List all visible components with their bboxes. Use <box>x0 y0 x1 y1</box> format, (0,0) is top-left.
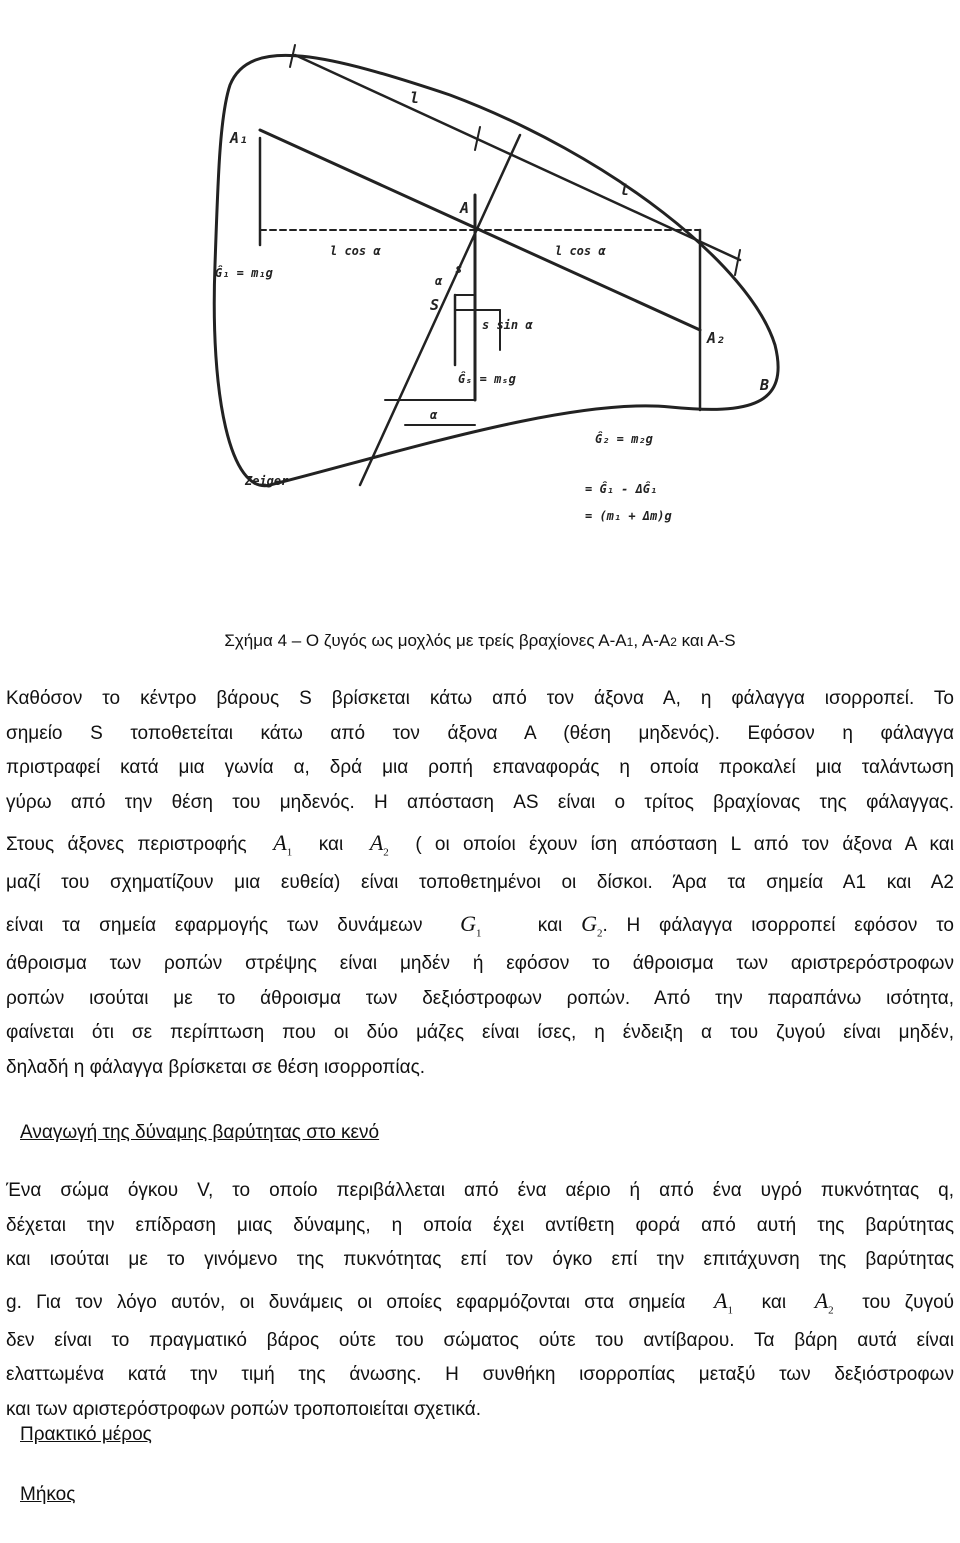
text-line: ροπών ισούται με το άθροισμα των δεξιόστροφων ροπών. Από την παραπάνω ισότητα, <box>6 987 954 1009</box>
label-ssin: s sin α <box>482 318 533 332</box>
text-line: δεν είναι το πραγματικό βάρος ούτε του σώματος ούτε του αντίβαρου. Τα βάρη αυτά είναι <box>6 1329 954 1351</box>
figure-caption: Σχήμα 4 – Ο ζυγός ως μοχλός με τρείς βραχίονες Α-Α1, Α-Α2 και Α-S <box>224 631 736 650</box>
label-s: s <box>455 262 463 276</box>
label-G1: Ĝ₁ = m₁g <box>215 266 273 280</box>
balance-beam-figure <box>190 15 830 535</box>
label-A1: A₁ <box>230 129 249 147</box>
text-line: g. Για τον λόγο αυτόν, οι δυνάμεις οι οποίες εφαρμόζονται στα σημεία $A_1$ και $A_2$ του ζυγού <box>6 1287 955 1317</box>
paragraph-equilibrium <box>6 682 954 1085</box>
text-line: και ισούται με το γινόμενο της πυκνότητας επί τον όγκο επί την επιτάχυνση της βαρύτητας <box>6 1249 954 1271</box>
label-l-right: l <box>620 181 630 199</box>
label-Gs: Ĝₛ = mₛg <box>458 372 516 386</box>
text-line: Στους άξονες περιστροφής $A_1$ και $A_2$ ( οι οποίοι έχουν ίση απόσταση L από τον άξονα Α και <box>6 830 954 859</box>
lever-diagram <box>190 15 830 535</box>
text-line: ελαττωμένα κατά την τιμή της άνωσης. Η συνθήκη ισορροπίας μεταξύ των δεξιόστροφων <box>6 1364 954 1386</box>
text-line: Καθόσον το κέντρο βάρους S βρίσκεται κάτω από τον άξονα Α, η φάλαγγα ισορροπεί. Το <box>6 688 954 709</box>
text-line: και των αριστερόστροφων ροπών τροποποιείται σχετικά. <box>6 1398 482 1420</box>
text-line: πριστραφεί κατά μια γωνία α, δρά μια ροπή επαναφοράς η οποία προκαλεί μια ταλάντωση <box>6 757 954 779</box>
label-l-top: l <box>410 89 420 107</box>
section-heading-vacuum: Αναγωγή της δύναμης βαρύτητας στο κενό <box>20 1122 380 1143</box>
label-zeiger: Zeiger <box>245 474 289 488</box>
section-heading-practical: Πρακτικό μέρος <box>20 1424 152 1445</box>
label-lcos-right: l cos α <box>555 244 606 258</box>
text-line: γύρω από την θέση του μηδενός. Η απόσταση AS είναι ο τρίτος βραχίονας της φάλαγγας. <box>6 791 954 813</box>
section-heading-length: Μήκος <box>20 1484 76 1505</box>
text-line: άθροισμα των ροπών στρέψης είναι μηδέν ή εφόσον το άθροισμα των αριστρερόστροφων <box>6 952 954 974</box>
text-line: φαίνεται ότι σε περίπτωση που οι δύο μάζες είναι ίσες, η ένδειξη α του ζυγού είναι μηδέν, <box>6 1022 954 1044</box>
paragraph-buoyancy <box>6 1174 954 1428</box>
text-line: δέχεται την επίδραση μιας δύναμης, η οποία έχει αντίθετη φορά από αυτή της βαρύτητας <box>6 1214 954 1236</box>
outline-shape <box>214 55 778 485</box>
label-B: B <box>760 376 770 394</box>
label-alpha-bottom: α <box>430 408 438 422</box>
text-line: είναι τα σημεία εφαρμογής των δυνάμεων $G_1$ και $G_2$. Η φάλαγγα ισορροπεί εφόσον το <box>6 910 954 940</box>
label-S: S <box>430 296 440 314</box>
label-A: A <box>460 199 470 217</box>
label-alpha-left: α <box>435 274 443 288</box>
text-line: δηλαδή η φάλαγγα βρίσκεται σε θέση ισορροπίας. <box>6 1056 426 1078</box>
text-line: σημείο S τοποθετείται κάτω από τον άξονα Α (θέση μηδενός). Εφόσον η φάλαγγα <box>6 722 954 744</box>
label-A2: A₂ <box>707 329 726 347</box>
text-line: Ένα σώμα όγκου V, το οποίο περιβάλλεται από ένα αέριο ή από ένα υγρό πυκνότητας q, <box>6 1180 954 1201</box>
label-G2c: = (m₁ + Δm)g <box>585 509 672 523</box>
label-G2b: = Ĝ₁ - ΔĜ₁ <box>585 482 658 496</box>
label-G2a: Ĝ₂ = m₂g <box>595 432 653 446</box>
text-line: μαζί του σχηματίζουν μια ευθεία) είναι τοποθετημένοι οι δίσκοι. Άρα τα σημεία Α1 και Α2 <box>6 872 954 894</box>
label-lcos-left: l cos α <box>330 244 381 258</box>
